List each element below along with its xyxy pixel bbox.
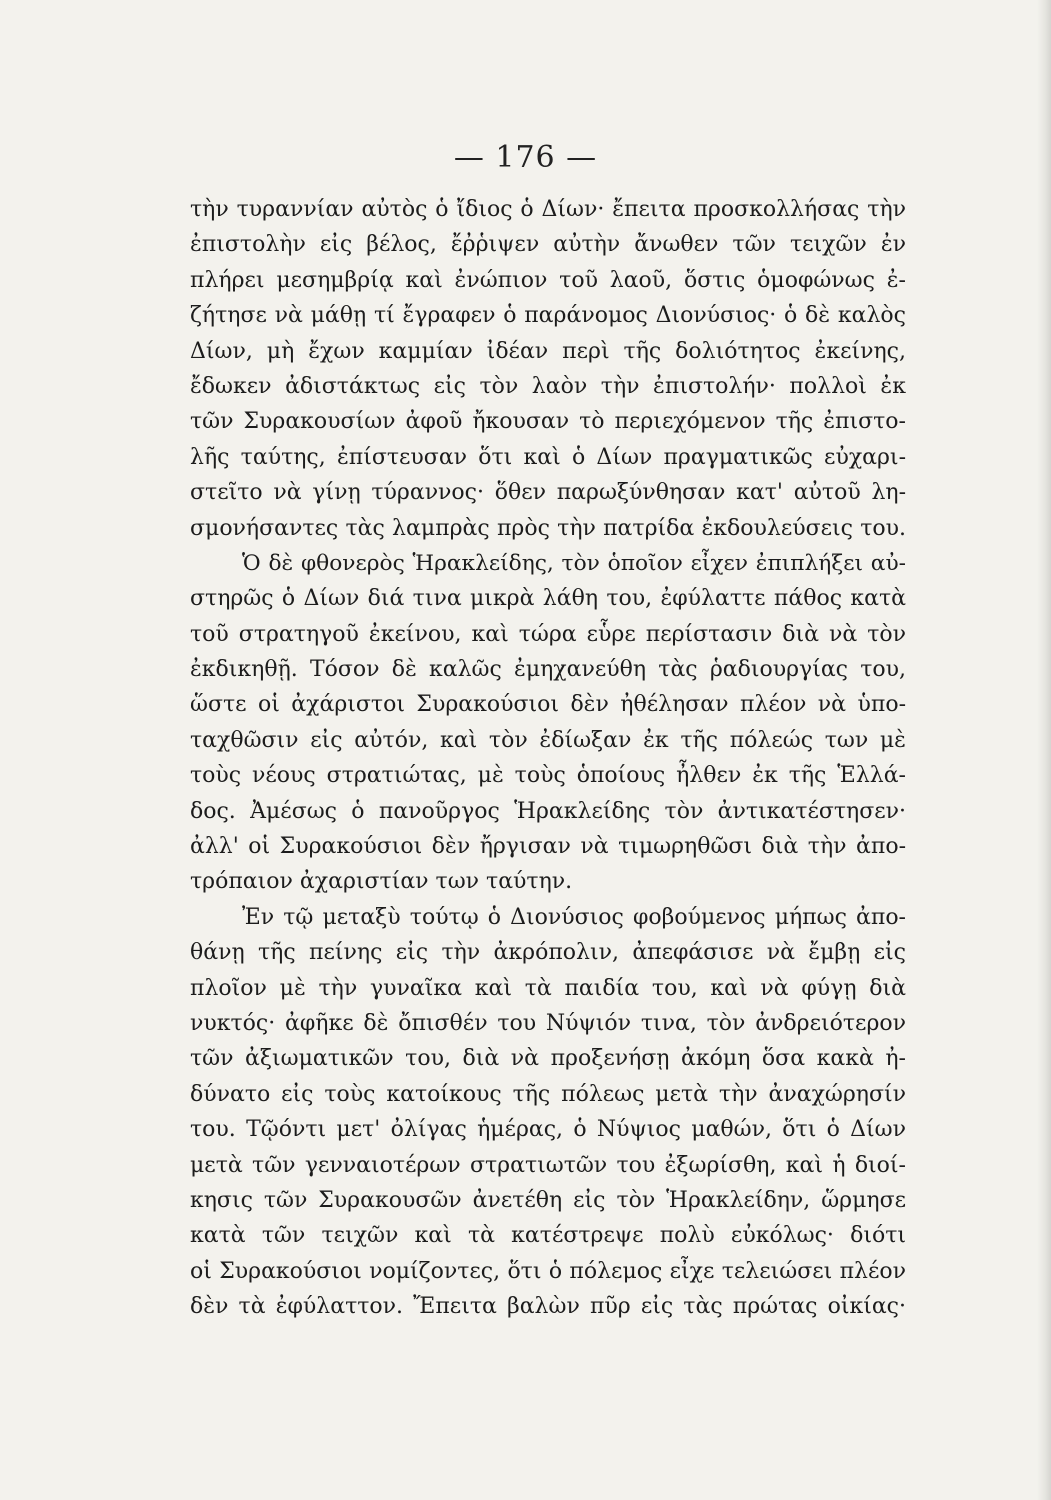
text-line: λῆς ταύτης, ἐπίστευσαν ὅτι καὶ ὁ Δίων πραγματικῶς εὐχαρι- [190, 444, 906, 470]
text-line: ἔδωκεν ἀδιστάκτως εἰς τὸν λαὸν τὴν ἐπιστολήν· πολλοὶ ἐκ [190, 373, 906, 399]
text-line: ταχθῶσιν εἰς αὐτόν, καὶ τὸν ἐδίωξαν ἐκ τῆς πόλεώς των μὲ [190, 727, 906, 753]
text-line: πλήρει μεσημβρίᾳ καὶ ἐνώπιον τοῦ λαοῦ, ὅστις ὁμοφώνως ἐ- [190, 267, 906, 293]
text-line: δὲν τὰ ἐφύλαττον. Ἔπειτα βαλὼν πῦρ εἰς τὰς πρώτας οἰκίας· [190, 1294, 906, 1320]
text-line: τῶν Συρακουσίων ἀφοῦ ἤκουσαν τὸ περιεχόμενον τῆς ἐπιστο- [190, 409, 906, 435]
text-line: ὥστε οἱ ἀχάριστοι Συρακούσιοι δὲν ἠθέλησαν πλέον νὰ ὑπο- [190, 692, 906, 718]
text-line: ζήτησε νὰ μάθῃ τί ἔγραφεν ὁ παράνομος Διονύσιος· ὁ δὲ καλὸς [190, 303, 906, 329]
text-line: ἐπιστολὴν εἰς βέλος, ἔῤῥιψεν αὐτὴν ἄνωθεν τῶν τειχῶν ἐν [190, 232, 906, 258]
text-line: τοὺς νέους στρατιώτας, μὲ τοὺς ὁποίους ἦλθεν ἐκ τῆς Ἑλλά- [190, 763, 906, 789]
text-line: ἐκδικηθῇ. Τόσον δὲ καλῶς ἐμηχανεύθη τὰς ῥαδιουργίας του, [190, 657, 906, 683]
text-line: δος. Ἀμέσως ὁ πανοῦργος Ἡρακλείδης τὸν ἀντικατέστησεν· [190, 798, 906, 824]
text-line: Ἐν τῷ μεταξὺ τούτῳ ὁ Διονύσιος φοβούμενος μήπως ἀπο- [242, 904, 906, 930]
text-line: του. Τῷόντι μετ' ὀλίγας ἡμέρας, ὁ Νύψιος μαθών, ὅτι ὁ Δίων [190, 1117, 906, 1143]
text-line: ἀλλ' οἱ Συρακούσιοι δὲν ἤργισαν νὰ τιμωρηθῶσι διὰ τὴν ἀπο- [190, 834, 906, 860]
text-line: οἱ Συρακούσιοι νομίζοντες, ὅτι ὁ πόλεμος εἶχε τελειώσει πλέον [190, 1258, 906, 1284]
page-number: — 176 — [453, 140, 598, 175]
text-line: στεῖτο νὰ γίνῃ τύραννος· ὅθεν παρωξύνθησαν κατ' αὐτοῦ λη- [190, 480, 906, 506]
text-line: μετὰ τῶν γενναιοτέρων στρατιωτῶν του ἐξωρίσθη, καὶ ἡ διοί- [190, 1152, 906, 1178]
text-line: Ὁ δὲ φθονερὸς Ἡρακλείδης, τὸν ὁποῖον εἶχεν ἐπιπλήξει αὐ- [242, 550, 906, 576]
text-line: νυκτός· ἀφῆκε δὲ ὄπισθέν του Νύψιόν τινα, τὸν ἀνδρειότερον [190, 1010, 906, 1036]
text-line: στηρῶς ὁ Δίων διά τινα μικρὰ λάθη του, ἐφύλαττε πάθος κατὰ [190, 586, 906, 612]
text-line: τὴν τυραννίαν αὐτὸς ὁ ἴδιος ὁ Δίων· ἔπειτα προσκολλήσας τὴν [190, 197, 906, 222]
text-line: τοῦ στρατηγοῦ ἐκείνου, καὶ τώρα εὗρε περίστασιν διὰ νὰ τὸν [190, 621, 906, 647]
text-line: κατὰ τῶν τειχῶν καὶ τὰ κατέστρεψε πολὺ εὐκόλως· διότι [190, 1223, 906, 1249]
text-line: κησις τῶν Συρακουσῶν ἀνετέθη εἰς τὸν Ἡρακλείδην, ὥρμησε [190, 1187, 906, 1213]
page-edge-shadow [1037, 0, 1051, 1500]
text-line: πλοῖον μὲ τὴν γυναῖκα καὶ τὰ παιδία του, καὶ νὰ φύγῃ διὰ [190, 975, 906, 1001]
text-line: δύνατο εἰς τοὺς κατοίκους τῆς πόλεως μετὰ τὴν ἀναχώρησίν [190, 1081, 906, 1107]
body-text [190, 192, 906, 1325]
text-line: τῶν ἀξιωματικῶν του, διὰ νὰ προξενήσῃ ἀκόμη ὅσα κακὰ ἠ- [190, 1046, 906, 1072]
text-line: θάνῃ τῆς πείνης εἰς τὴν ἀκρόπολιν, ἀπεφάσισε νὰ ἔμβῃ εἰς [190, 940, 906, 966]
text-line: σμονήσαντες τὰς λαμπρὰς πρὸς τὴν πατρίδα ἐκδουλεύσεις του. [190, 515, 906, 541]
text-line: Δίων, μὴ ἔχων καμμίαν ἰδέαν περὶ τῆς δολιότητος ἐκείνης, [190, 338, 906, 364]
text-line: τρόπαιον ἀχαριστίαν των ταύτην. [190, 869, 573, 895]
